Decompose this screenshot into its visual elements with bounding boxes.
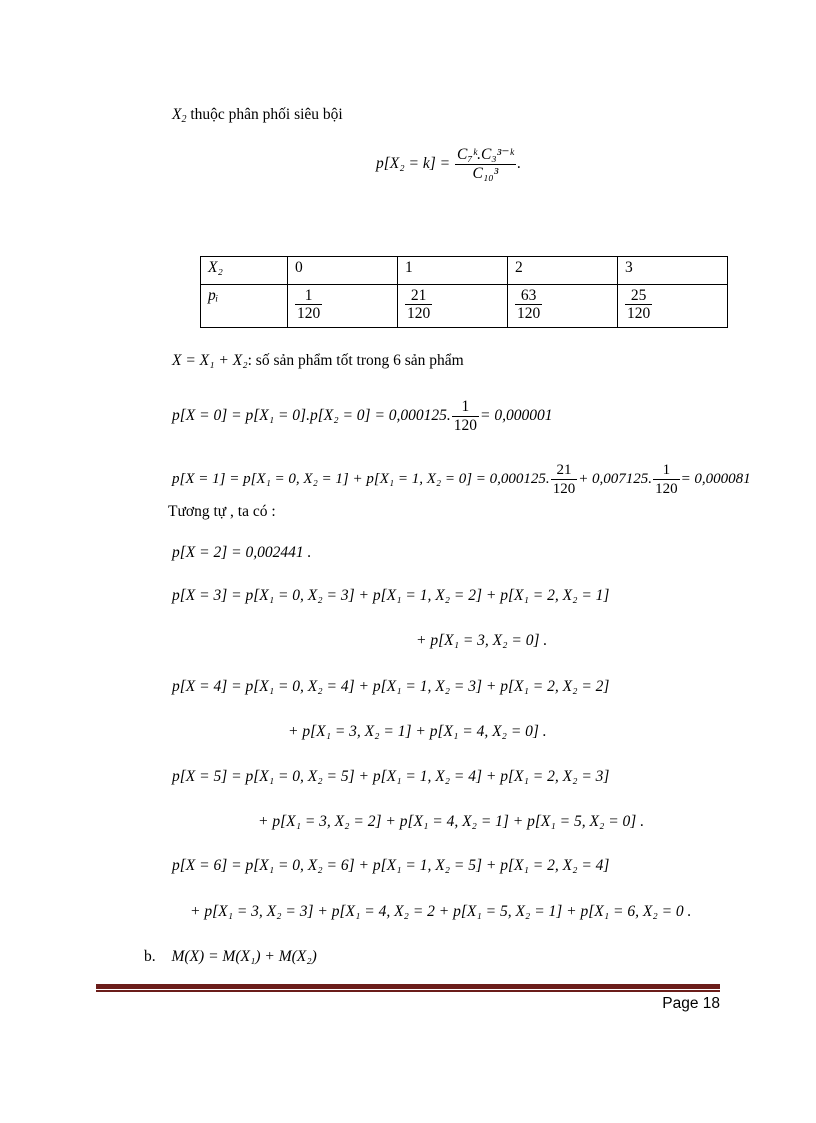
intro-line [172, 106, 343, 125]
table-header-cell: 0 [288, 257, 398, 285]
sum-definition: X = X₁ + X₂ [172, 352, 248, 369]
p6-line-1: p[X = 6] = p[X₁ = 0, X₂ = 6] + p[X₁ = 1, X₂ = 5] + p[X₁ = 2, X₂ = 4] [172, 857, 610, 874]
table-header-cell: X₂ [201, 257, 288, 285]
part-b-formula: M(X) = M(X₁) + M(X₂) [171, 948, 317, 965]
table-header-cell: 1 [398, 257, 508, 285]
p0-denominator: 120 [453, 417, 478, 434]
intro-text: thuộc phân phối siêu bội [190, 106, 343, 123]
table-header-cell: 2 [508, 257, 618, 285]
p6-line-2: + p[X₁ = 3, X₂ = 3] + p[X₁ = 4, X₂ = 2 + p[X₁ = 5, X₂ = 1] + p[X₁ = 6, X₂ = 0 . [190, 903, 692, 920]
p1-fraction-2 [653, 461, 680, 498]
table-cell [398, 285, 508, 328]
p1-numerator-2: 1 [653, 461, 680, 480]
p0-lhs: p[X = 0] = p[X₁ = 0].p[X₂ = 0] = 0,000125. [172, 407, 451, 425]
part-b-label: b. [144, 948, 156, 965]
similar-text: Tương tự , ta có : [168, 503, 276, 520]
p1-rhs: = 0,000081 [680, 470, 751, 487]
p1-mid: + 0,007125. [578, 470, 653, 487]
cell-denominator: 120 [517, 305, 541, 322]
formula-numerator: C₇ᵏ.C₃³⁻ᵏ [456, 146, 514, 163]
page-number: Page 18 [662, 995, 720, 1012]
table-cell [288, 285, 398, 328]
p0-fraction [452, 398, 479, 435]
p1-fraction-1 [551, 461, 578, 498]
p0-numerator: 1 [452, 398, 479, 417]
p1-lhs: p[X = 1] = p[X₁ = 0, X₂ = 1] + p[X₁ = 1, X₂ = 0] = 0,000125. [172, 470, 550, 487]
p0-line [172, 398, 553, 435]
cell-numerator: 63 [515, 287, 542, 305]
cell-denominator: 120 [297, 305, 321, 322]
hypergeometric-formula [376, 146, 521, 183]
p4-line-1: p[X = 4] = p[X₁ = 0, X₂ = 4] + p[X₁ = 1, X₂ = 3] + p[X₁ = 2, X₂ = 2] [172, 678, 610, 695]
p1-numerator-1: 21 [551, 461, 578, 480]
p1-denominator-1: 120 [552, 481, 576, 497]
p2-line: p[X = 2] = 0,002441 . [172, 544, 312, 561]
p0-rhs: = 0,000001 [480, 407, 553, 425]
formula-fraction [455, 146, 516, 183]
sum-description: : số sản phẩm tốt trong 6 sản phẩm [247, 352, 464, 369]
formula-lhs: p[X₂ = k] = [376, 155, 451, 173]
table-cell [618, 285, 728, 328]
p4-line-2: + p[X₁ = 3, X₂ = 1] + p[X₁ = 4, X₂ = 0] . [288, 723, 547, 740]
footer-rule-thick [96, 984, 720, 989]
sum-definition-line [172, 352, 464, 370]
p5-line-1: p[X = 5] = p[X₁ = 0, X₂ = 5] + p[X₁ = 1, X₂ = 4] + p[X₁ = 2, X₂ = 3] [172, 768, 610, 785]
part-b-line [144, 948, 317, 966]
cell-denominator: 120 [627, 305, 651, 322]
table-prob-row [201, 285, 728, 328]
footer-rule-thin [96, 990, 720, 992]
p5-line-2: + p[X₁ = 3, X₂ = 2] + p[X₁ = 4, X₂ = 1] + p[X₁ = 5, X₂ = 0] . [258, 813, 645, 830]
p1-line [172, 461, 751, 498]
p1-denominator-2: 120 [655, 481, 678, 497]
cell-numerator: 21 [405, 287, 432, 305]
distribution-table [200, 256, 728, 328]
variable-x2: $X_2$ [172, 106, 187, 125]
formula-end: . [516, 155, 521, 173]
table-header-cell: 3 [618, 257, 728, 285]
p3-line-2: + p[X₁ = 3, X₂ = 0] . [416, 632, 548, 649]
cell-numerator: 25 [625, 287, 652, 305]
table-header-row [201, 257, 728, 285]
cell-numerator: 1 [295, 287, 322, 305]
formula-denominator: C₁₀³ [472, 165, 499, 182]
table-cell [508, 285, 618, 328]
table-row-label: pᵢ [201, 285, 288, 328]
p3-line-1: p[X = 3] = p[X₁ = 0, X₂ = 3] + p[X₁ = 1, X₂ = 2] + p[X₁ = 2, X₂ = 1] [172, 587, 610, 604]
cell-denominator: 120 [407, 305, 431, 322]
